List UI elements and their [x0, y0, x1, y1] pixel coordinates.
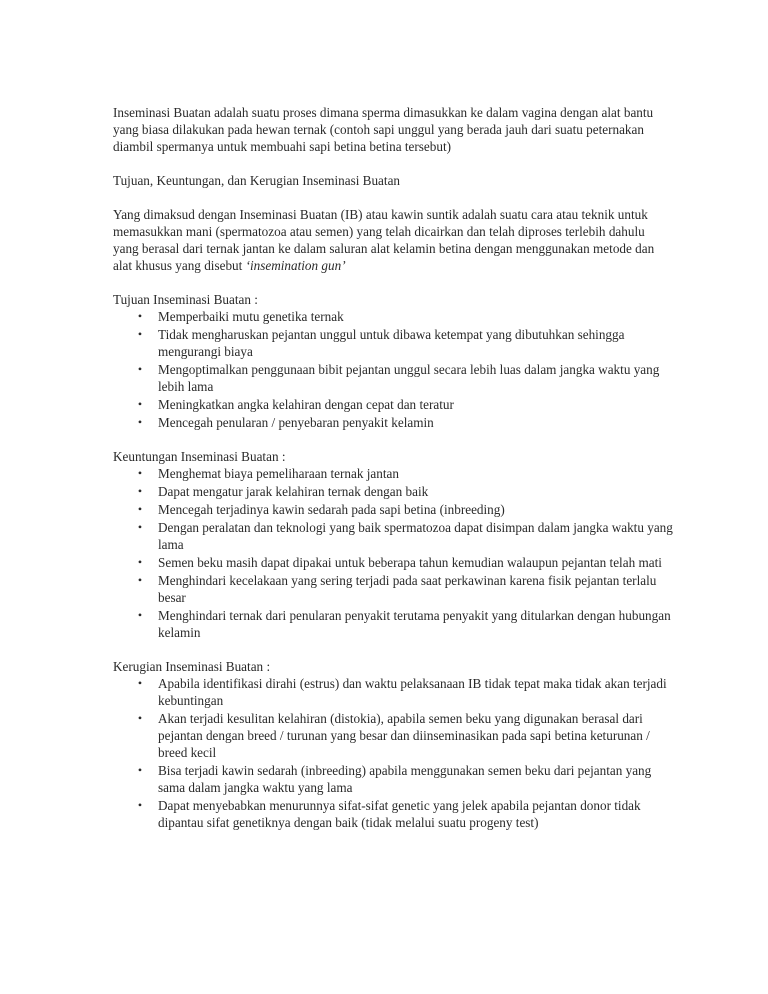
definition-paragraph	[113, 206, 673, 274]
list-item	[113, 308, 673, 325]
bullet-icon: •	[137, 555, 143, 569]
list-item-text: Dapat menyebabkan menurunnya sifat-sifat genetic yang jelek apabila pejantan donor tidak dipantau sifat genetiknya dengan baik (tidak melalui suatu progeny test)	[158, 798, 641, 830]
bullet-icon: •	[137, 397, 143, 411]
bullet-icon: •	[137, 466, 143, 480]
list-item	[113, 361, 673, 395]
bullet-icon: •	[137, 608, 143, 622]
list-item-text: Bisa terjadi kawin sedarah (inbreeding) apabila menggunakan semen beku dari pejantan yang sama dalam jangka waktu yang lama	[158, 763, 652, 795]
list-item-text: Dapat mengatur jarak kelahiran ternak dengan baik	[158, 484, 429, 499]
list-item-text: Akan terjadi kesulitan kelahiran (distokia), apabila semen beku yang digunakan berasal dari pejantan dengan breed / turunan yang besar dan diinseminasikan pada sapi betina keturunan / breed kecil	[158, 711, 650, 760]
list-item	[113, 519, 673, 553]
bullet-icon: •	[137, 573, 143, 587]
list-item	[113, 483, 673, 500]
list-tujuan	[113, 308, 673, 431]
document-body	[113, 104, 673, 848]
list-item	[113, 710, 673, 761]
section-title-keuntungan: Keuntungan Inseminasi Buatan :	[113, 449, 286, 464]
list-item-text: Apabila identifikasi dirahi (estrus) dan waktu pelaksanaan IB tidak tepat maka tidak akan terjadi kebuntingan	[158, 676, 667, 708]
section-title-tujuan: Tujuan Inseminasi Buatan :	[113, 292, 258, 307]
list-item-text: Menghindari ternak dari penularan penyakit terutama penyakit yang ditularkan dengan hubungan kelamin	[158, 608, 671, 640]
main-heading: Tujuan, Keuntungan, dan Kerugian Inseminasi Buatan	[113, 173, 401, 188]
definition-text: Yang dimaksud dengan Inseminasi Buatan (IB) atau kawin suntik adalah suatu cara atau teknik untuk memasukkan mani (spermatozoa atau semen) yang telah dicairkan dan telah diproses terlebih dahulu yang berasal dari ternak jantan ke dalam saluran alat kelamin betina dengan menggunakan metode dan alat khusus yang disebut	[113, 207, 655, 273]
bullet-icon: •	[137, 327, 143, 341]
list-item	[113, 797, 673, 831]
list-item-text: Mencegah penularan / penyebaran penyakit kelamin	[158, 415, 434, 430]
bullet-icon: •	[137, 676, 143, 690]
list-item	[113, 501, 673, 518]
bullet-icon: •	[137, 362, 143, 376]
bullet-icon: •	[137, 798, 143, 812]
list-keuntungan	[113, 465, 673, 641]
list-item-text: Mengoptimalkan penggunaan bibit pejantan unggul secara lebih luas dalam jangka waktu yang lebih lama	[158, 362, 660, 394]
bullet-icon: •	[137, 415, 143, 429]
list-item-text: Dengan peralatan dan teknologi yang baik spermatozoa dapat disimpan dalam jangka waktu yang lama	[158, 520, 673, 552]
list-item-text: Tidak mengharuskan pejantan unggul untuk dibawa ketempat yang dibutuhkan sehingga mengurangi biaya	[158, 327, 625, 359]
list-kerugian	[113, 675, 673, 831]
definition-term: ‘insemination gun’	[245, 258, 346, 273]
bullet-icon: •	[137, 520, 143, 534]
list-item	[113, 675, 673, 709]
list-item-text: Memperbaiki mutu genetika ternak	[158, 309, 344, 324]
list-item	[113, 607, 673, 641]
list-item-text: Menghemat biaya pemeliharaan ternak jantan	[158, 466, 399, 481]
list-item-text: Meningkatkan angka kelahiran dengan cepat dan teratur	[158, 397, 454, 412]
list-item	[113, 762, 673, 796]
bullet-icon: •	[137, 502, 143, 516]
list-item-text: Menghindari kecelakaan yang sering terjadi pada saat perkawinan karena fisik pejantan terlalu besar	[158, 573, 657, 605]
list-item-text: Semen beku masih dapat dipakai untuk beberapa tahun kemudian walaupun pejantan telah mati	[158, 555, 662, 570]
list-item	[113, 414, 673, 431]
intro-paragraph: Inseminasi Buatan adalah suatu proses dimana sperma dimasukkan ke dalam vagina dengan alat bantu yang biasa dilakukan pada hewan ternak (contoh sapi unggul yang berada jauh dari suatu peternakan diambil spermanya untuk membuahi sapi betina betina tersebut)	[113, 105, 654, 154]
bullet-icon: •	[137, 711, 143, 725]
bullet-icon: •	[137, 484, 143, 498]
section-title-kerugian: Kerugian Inseminasi Buatan :	[113, 659, 271, 674]
list-item	[113, 326, 673, 360]
bullet-icon: •	[137, 309, 143, 323]
list-item	[113, 396, 673, 413]
list-item	[113, 572, 673, 606]
list-item-text: Mencegah terjadinya kawin sedarah pada sapi betina (inbreeding)	[158, 502, 505, 517]
list-item	[113, 465, 673, 482]
bullet-icon: •	[137, 763, 143, 777]
list-item	[113, 554, 673, 571]
